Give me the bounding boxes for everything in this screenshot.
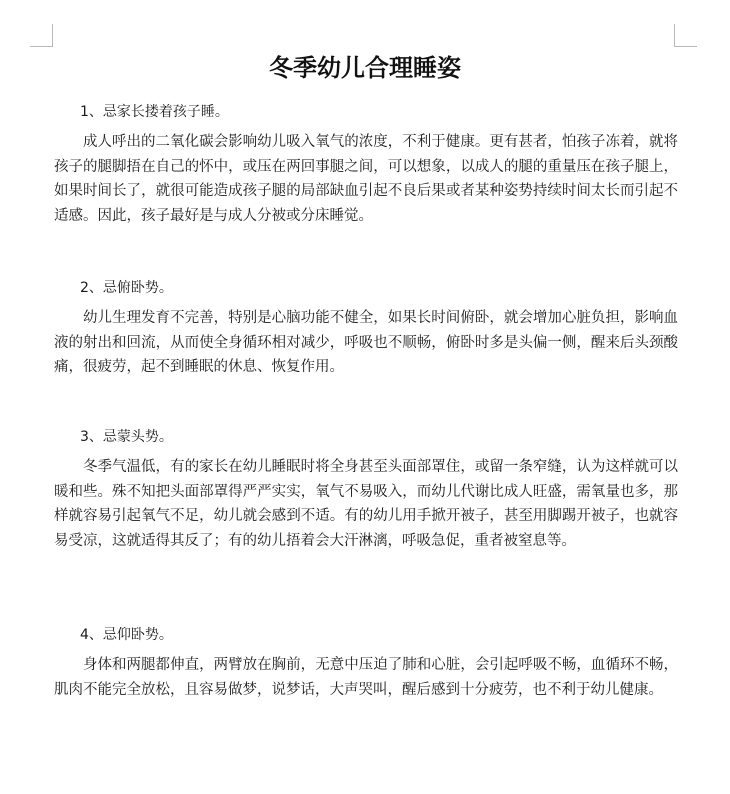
section-2-body: 幼儿生理发育不完善，特别是心脑功能不健全，如果长时间俯卧，就会增加心脏负担，影响血液的射出和回流，从而使全身循环相对减少，呼吸也不顺畅，俯卧时多是头偏一侧，醒来后头颈酸痛，很疲劳，起不到睡眠的休息、恢复作用。	[54, 310, 678, 375]
section-2	[54, 276, 678, 380]
section-2-heading: 2、忌俯卧势。	[80, 280, 173, 296]
page-corner-mark-top-right	[674, 24, 697, 47]
section-4-heading: 4、忌仰卧势。	[80, 627, 173, 643]
section-3-body: 冬季气温低，有的家长在幼儿睡眠时将全身甚至头面部罩住，或留一条窄缝，认为这样就可以暖和些。殊不知把头面部罩得严严实实，氧气不易吸入，而幼儿代谢比成人旺盛，需氧量也多，那样就容易引起氧气不足，幼儿就会感到不适。有的幼儿用手掀开被子，甚至用脚踢开被子，也就容易受凉，这就适得其反了；有的幼儿捂着会大汗淋漓，呼吸急促，重者被窒息等。	[54, 459, 678, 549]
section-4	[54, 623, 678, 702]
page-corner-mark-top-left	[30, 24, 53, 47]
section-1-heading: 1、忌家长搂着孩子睡。	[80, 104, 229, 120]
section-1-body: 成人呼出的二氧化碳会影响幼儿吸入氧气的浓度，不利于健康。更有甚者，怕孩子冻着，就将孩子的腿脚捂在自己的怀中，或压在两回事腿之间，可以想象，以成人的腿的重量压在孩子腿上，如果时间长了，就很可能造成孩子腿的局部缺血引起不良后果或者某种姿势持续时间太长而引起不适感。因此，孩子最好是与成人分被或分床睡觉。	[54, 134, 678, 224]
section-4-body: 身体和两腿都伸直，两臂放在胸前，无意中压迫了肺和心脏，会引起呼吸不畅，血循环不畅，肌肉不能完全放松，且容易做梦，说梦话，大声哭叫，醒后感到十分疲劳，也不利于幼儿健康。	[54, 657, 678, 698]
section-3	[54, 425, 678, 553]
section-3-heading: 3、忌蒙头势。	[80, 429, 173, 445]
document-title: 冬季幼儿合理睡姿	[269, 53, 461, 82]
section-1	[54, 100, 678, 228]
